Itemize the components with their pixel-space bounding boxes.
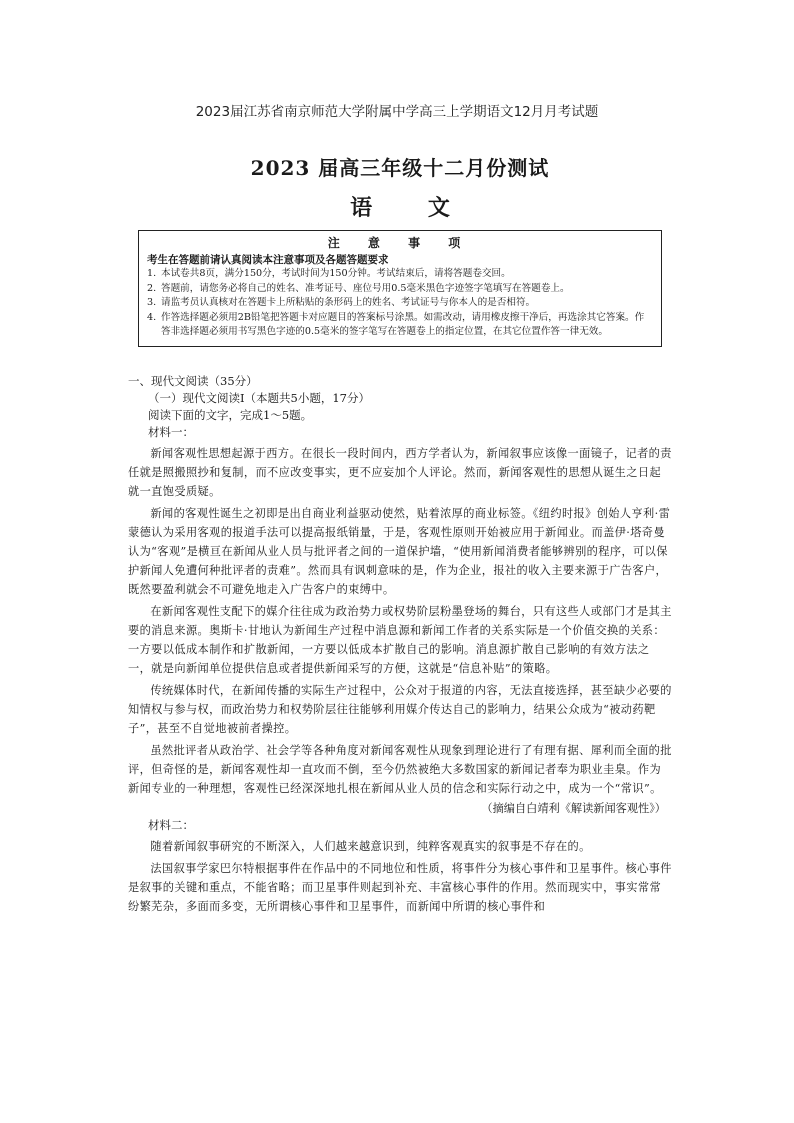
paragraph: 传统媒体时代，在新闻传播的实际生产过程中，公众对于报道的内容，无法直接选择，甚至缺少必要的知情权与参与权，而政治势力和权势阶层往往能够利用媒介传达自己的影响力，结果公众成为“被动药靶子”，甚至不自觉地被前者操控。 bbox=[128, 683, 672, 735]
exam-title: 2023 届高三年级十二月份测试 bbox=[250, 156, 550, 180]
document-header: 2023届江苏省南京师范大学附属中学高三上学期语文12月月考试题 bbox=[195, 104, 599, 120]
notice-item: 1. 本试卷共8页，满分150分，考试时间为150分钟。考试结束后，请将答题卷交回。 bbox=[147, 268, 511, 279]
notice-intro: 考生在答题前请认真阅读本注意事项及各题答题要求 bbox=[147, 254, 389, 266]
subsection-heading: （一）现代文阅读Ⅰ（本题共5小题，17分） bbox=[148, 390, 370, 405]
notice-box bbox=[138, 230, 662, 347]
section-modern-reading bbox=[128, 373, 672, 916]
paragraph: 法国叙事学家巴尔特根据事件在作品中的不同地位和性质，将事件分为核心事件和卫星事件。核心事件是叙事的关键和重点，不能省略；而卫星事件则起到补充、丰富核心事件的作用。然而现实中，事实常常纷繁芜杂，多面而多变，无所谓核心事件和卫星事件，而新闻中所谓的核心事件和 bbox=[128, 861, 672, 913]
paragraph: 新闻的客观性诞生之初即是出自商业利益驱动使然，贴着浓厚的商业标签。《纽约时报》创始人亨利·雷蒙德认为采用客观的报道手法可以提高报纸销量，于是，客观性原则开始被应用于新闻业。而盖伊·塔奇曼认为“客观”是横亘在新闻从业人员与批评者之间的一道保护墙，“使用新闻消费者能够辨别的程序，可以保护新闻人免遭何种批评者的责难”。然而具有讽刺意味的是，作为企业，报社的收入主要来源于广告客户，既然要盈利就会不可避免地走入广告客户的束缚中。 bbox=[128, 506, 671, 596]
notice-item: 2. 答题前，请您务必将自己的姓名、准考证号、座位号用0.5毫米黑色字迹签字笔填写在答题卷上。 bbox=[147, 282, 570, 294]
paragraph: 在新闻客观性支配下的媒介往往成为政治势力或权势阶层粉墨登场的舞台，只有这些人或部门才是其主要的消息来源。奥斯卡·甘地认为新闻生产过程中消息源和新闻工作者的关系实际是一个价值交换的关系：一方要以低成本制作和扩散新闻，一方要以低成本扩散自己的影响。消息源扩散自己影响的有效方法之一，就是向新闻单位提供信息或者提供新闻采写的方便，这就是“信息补贴”的策略。 bbox=[128, 604, 672, 675]
paragraph: 虽然批评者从政治学、社会学等各种角度对新闻客观性从现象到理论进行了有理有据、犀利而全面的批评，但奇怪的是，新闻客观性却一直攻而不倒，至今仍然被绝大多数国家的新闻记者奉为职业圭臬。作为新闻专业的一种理想，客观性已经深深地扎根在新闻从业人员的信念和实际行动之中，成为一个“常识”。 bbox=[128, 743, 672, 795]
section-heading: 一、现代文阅读（35分） bbox=[128, 373, 258, 388]
paragraph: 随着新闻叙事研究的不断深入，人们越来越意识到，纯粹客观真实的叙事是不存在的。 bbox=[150, 839, 591, 853]
paragraph: 新闻客观性思想起源于西方。在很长一段时间内，西方学者认为，新闻叙事应该像一面镜子，记者的责任就是照搬照抄和复制，而不应改变事实，更不应妄加个人评论。然而，新闻客观性的思想从诞生之日起就一直饱受质疑。 bbox=[128, 446, 672, 498]
notice-title: 注 意 事 项 bbox=[327, 236, 473, 250]
subject-title: 语 文 bbox=[350, 195, 474, 221]
material-label: 材料二： bbox=[148, 817, 194, 832]
source-citation: （摘编自白靖利《解读新闻客观性》） bbox=[481, 801, 666, 815]
notice-item: 3. 请监考员认真核对在答题卡上所粘贴的条形码上的姓名、考试证号与你本人的是否相符。 bbox=[147, 297, 536, 308]
scanned-exam-page bbox=[128, 148, 672, 916]
instruction: 阅读下面的文字，完成1～5题。 bbox=[148, 407, 313, 422]
notice-item: 4. 作答选择题必须用2B铅笔把答题卡对应题目的答案标号涂黑。如需改动，请用橡皮擦干净后，再选涂其它答案。作答非选择题必须用书写黑色字迹的0.5毫米的签字笔写在答题卷上的指定位置，在其它位置作答一律无效。 bbox=[147, 311, 645, 337]
material-label: 材料一： bbox=[148, 424, 194, 439]
